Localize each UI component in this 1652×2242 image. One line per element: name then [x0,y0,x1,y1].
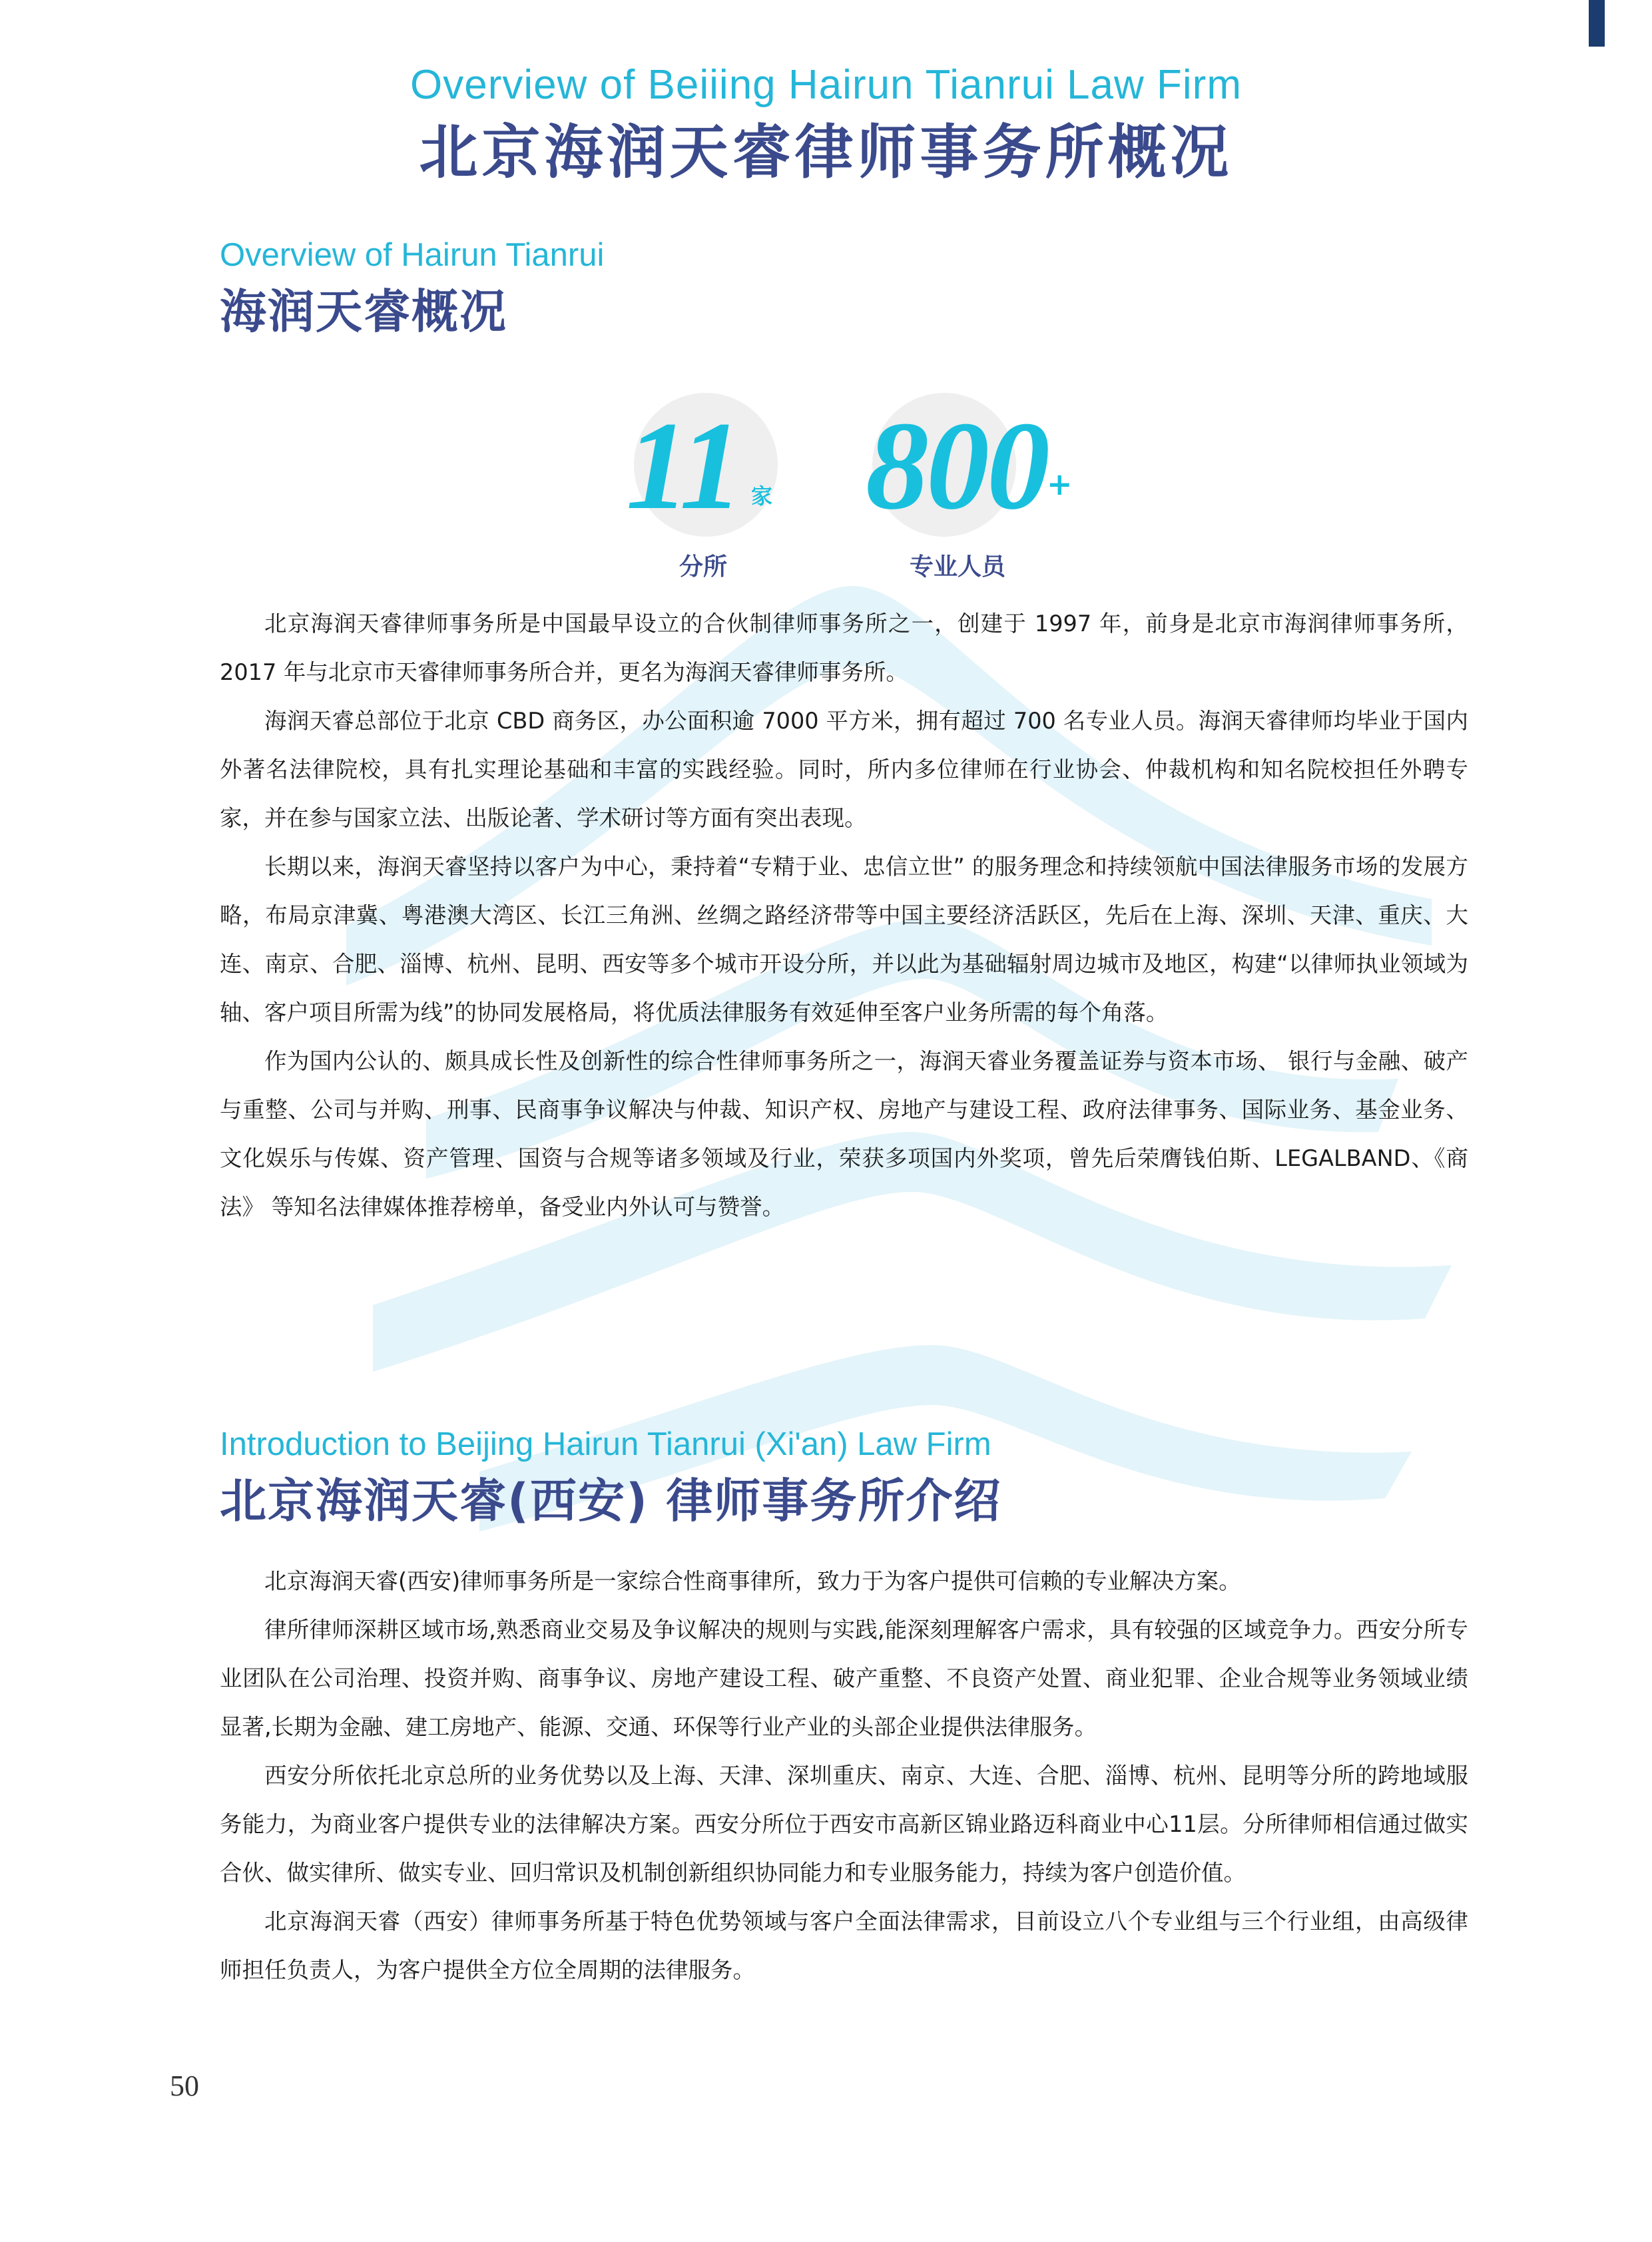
stat-label: 分所 [679,553,728,581]
stat-number: 11 [626,396,740,536]
paragraph: 北京海润天睿（西安）律师事务所基于特色优势领域与客户全面法律需求，目前设立八个专业组与三个行业组，由高级律师担任负责人，为客户提供全方位全周期的法律服务。 [220,1908,1468,1983]
paragraph: 海润天睿总部位于北京 CBD 商务区，办公面积逾 7000 平方米，拥有超过 700 名专业人员。海润天睿律师均毕业于国内外著名法律院校，具有扎实理论基础和丰富的实践经验。同时，所内多位律师在行业协会、仲裁机构和知名院校担任外聘专家，并在参与国家立法、出版论著、学术研讨等方面有突出表现。 [220,708,1468,831]
paragraph: 律所律师深耕区域市场,熟悉商业交易及争议解决的规则与实践,能深刻理解客户需求，具有较强的区域竞争力。西安分所专业团队在公司治理、投资并购、商事争议、房地产建设工程、破产重整、不良资产处置、商业犯罪、企业合规等业务领域业绩显著,长期为金融、建工房地产、能源、交通、环保等行业产业的头部企业提供法律服务。 [220,1617,1468,1740]
paragraph: 西安分所依托北京总所的业务优势以及上海、天津、深圳重庆、南京、大连、合肥、淄博、杭州、昆明等分所的跨地域服务能力，为商业客户提供专业的法律解决方案。西安分所位于西安市高新区锦业路迈科商业中心11层。分所律师相信通过做实合伙、做实律所、做实专业、回归常识及机制创新组织协同能力和专业服务能力，持续为客户创造价值。 [220,1763,1468,1886]
section-heading-xian [220,1424,1001,1532]
section-heading-zh: 北京海润天睿(西安) 律师事务所介绍 [220,1474,1002,1528]
overview-body [220,599,1468,1231]
stat-unit: + [1047,466,1073,502]
stat-label: 专业人员 [910,553,1006,581]
stat-number: 800 [866,396,1047,536]
paragraph: 长期以来，海润天睿坚持以客户为中心，秉持着“专精于业、忠信立世” 的服务理念和持续领航中国法律服务市场的发展方略，布局京津冀、粤港澳大湾区、长江三角洲、丝绸之路经济带等中国主要经济活跃区，先后在上海、深圳、天津、重庆、大连、南京、合肥、淄博、杭州、昆明、西安等多个城市开设分所，并以此为基础辐射周边城市及地区，构建“以律师执业领域为轴、客户项目所需为线”的协同发展格局，将优质法律服务有效延伸至客户业务所需的每个角落。 [220,854,1468,1025]
paragraph: 北京海润天睿律师事务所是中国最早设立的合伙制律师事务所之一，创建于 1997 年，前身是北京市海润律师事务所，2017 年与北京市天睿律师事务所合并，更名为海润天睿律师事务所。 [220,611,1468,685]
section-heading-zh: 海润天睿概况 [220,284,507,339]
section-heading-en: Introduction to Beijing Hairun Tianrui (Xi'an) Law Firm [220,1426,991,1462]
stat-unit: 家 [751,483,773,509]
paragraph: 作为国内公认的、颇具成长性及创新性的综合性律师事务所之一，海润天睿业务覆盖证券与资本市场、 银行与金融、破产与重整、公司与并购、刑事、民商事争议解决与仲裁、知识产权、房地产与建设工程、政府法律事务、国际业务、基金业务、文化娱乐与传媒、资产管理、国资与合规等诸多领域及行业，荣获多项国内外奖项，曾先后荣膺钱伯斯、LEGALBAND、《商法》 等知名法律媒体推荐榜单，备受业内外认可与赞誉。 [220,1048,1468,1220]
paragraph: 北京海润天睿(西安)律师事务所是一家综合性商事律所，致力于为客户提供可信赖的专业解决方案。 [264,1568,1241,1594]
page-title-en: Overview of Beiiing Hairun Tianrui Law Firm [410,62,1242,108]
section-heading-en: Overview of Hairun Tianrui [220,237,605,273]
page-title-zh: 北京海润天睿律师事务所概况 [419,118,1233,186]
section-heading-overview [220,234,604,342]
spine-bar [1589,0,1605,47]
xian-body [220,1557,1468,1994]
page-number: 50 [170,2070,199,2102]
page-title [0,59,1652,189]
